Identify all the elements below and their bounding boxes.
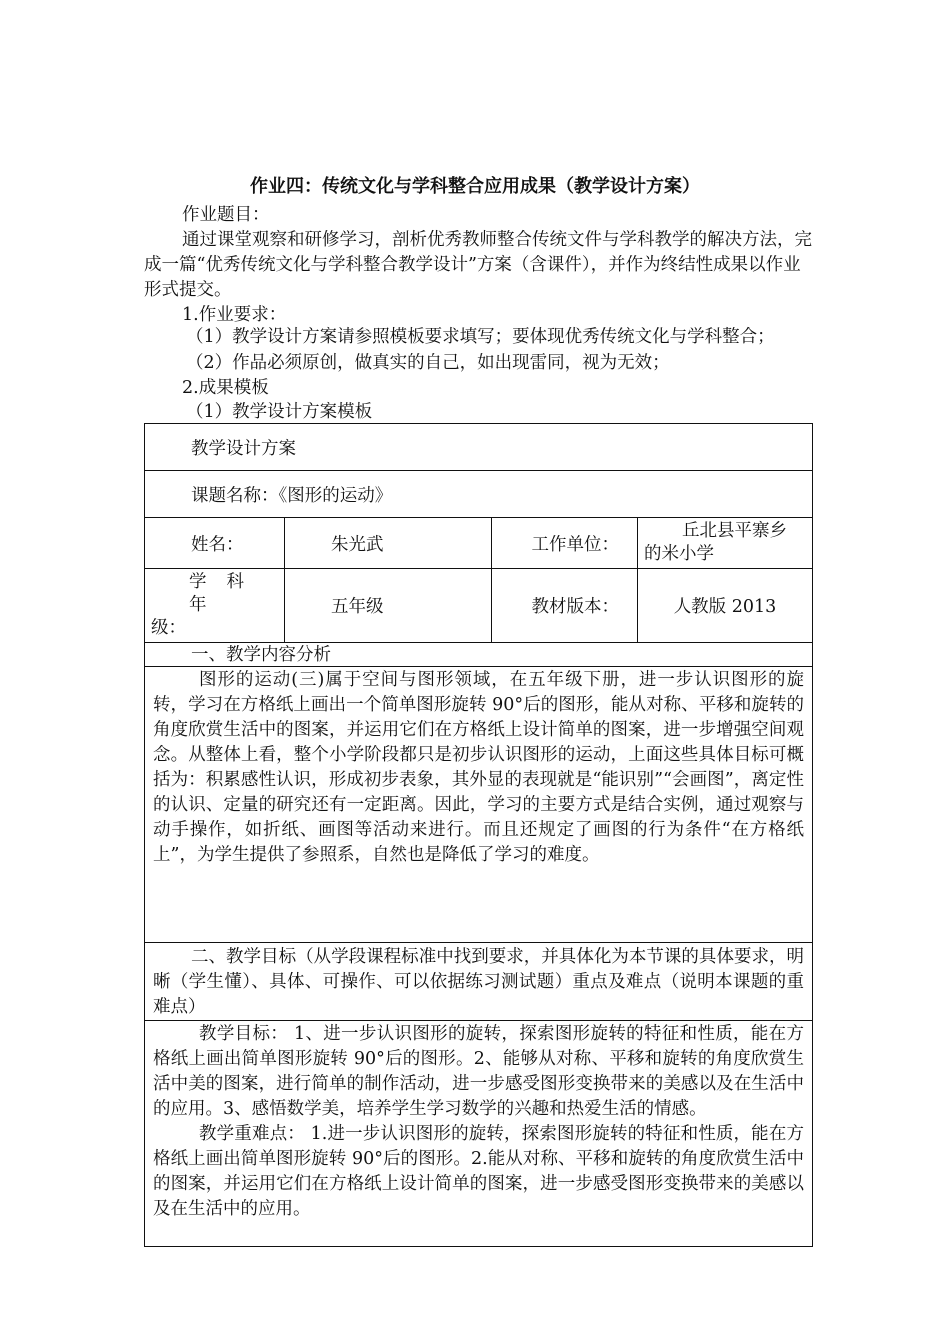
requirements-label: 1.作业要求： [182, 305, 287, 325]
section-teaching-goals-title: 二、教学目标（从学段课程标准中找到要求，并具体化为本节课的具体要求，明晰（学生懂）、具体、可操作、可以依据练习测试题）重点及难点（说明本课题的重难点） [145, 943, 813, 1021]
plan-header: 教学设计方案 [145, 424, 813, 471]
name-label: 姓名： [145, 518, 285, 569]
lesson-plan-table [144, 423, 813, 1247]
results-label: 2.成果模板 [182, 378, 269, 398]
table-row [145, 667, 813, 943]
results-item-1: （1）教学设计方案模板 [186, 402, 373, 422]
subject-grade-label [145, 569, 285, 643]
requirement-item-1: （1）教学设计方案请参照模板要求填写；要体现优秀传统文化与学科整合； [186, 327, 775, 347]
table-row [145, 518, 813, 569]
textbook-value: 人教版 2013 [638, 569, 813, 643]
section-teaching-goals-body [145, 1021, 813, 1247]
table-row [145, 943, 813, 1021]
work-unit-line-2: 的米小学 [644, 544, 714, 564]
table-row [145, 569, 813, 643]
table-row [145, 1021, 813, 1247]
work-unit-line-1: 丘北县平寨乡 [682, 521, 787, 541]
table-row [145, 424, 813, 471]
subject-grade-label-line-1: 学科年 [189, 572, 264, 615]
content-analysis-text: 图形的运动(三)属于空间与图形领域，在五年级下册，进一步认识图形的旋转，学习在方格纸上画出一个简单图形旋转 90°后的图形，能从对称、平移和旋转的角度欣赏生活中的图案，并运用它们在方格纸上设计简单的图案，进一步增强空间观念。从整体上看，整个小学阶段都只是初步认识图形的运动，上面这些具体目标可概括为：积累感性认识，形成初步表象，其外显的表现就是“能识别”“会画图”，离定性的认识、定量的研究还有一定距离。因此，学习的主要方式是结合实例，通过观察与动手操作，如折纸、画图等活动来进行。而且还规定了画图的行为条件“在方格纸上”，为学生提供了参照系，自然也是降低了学习的难度。 [153, 670, 804, 865]
subject-grade-value: 五年级 [285, 569, 492, 643]
section-content-analysis-title: 一、教学内容分析 [145, 643, 813, 667]
table-row [145, 643, 813, 667]
work-unit-value [638, 518, 813, 569]
assignment-topic-label: 作业题目： [182, 205, 270, 225]
name-value: 朱光武 [285, 518, 492, 569]
teaching-goals-text: 教学目标： 1、进一步认识图形的旋转，探索图形旋转的特征和性质，能在方格纸上画出简单图形旋转 90°后的图形。2、能够从对称、平移和旋转的角度欣赏生活中美的图案，进行简单的制作活动，进一步感受图形变换带来的美感以及在生活中的应用。3、感悟数学美，培养学生学习数学的兴趣和热爱生活的情感。 [153, 1024, 804, 1119]
document-title: 作业四：传统文化与学科整合应用成果（教学设计方案） [250, 176, 700, 197]
assignment-topic-body: 通过课堂观察和研修学习，剖析优秀教师整合传统文件与学科教学的解决方法，完成一篇“优秀传统文化与学科整合教学设计”方案（含课件），并作为终结性成果以作业形式提交。 [144, 230, 812, 300]
subject-grade-label-line-2: 级： [151, 618, 186, 638]
lesson-title: 课题名称：《图形的运动》 [145, 471, 813, 518]
key-points-text: 教学重难点： 1.进一步认识图形的旋转，探索图形旋转的特征和性质，能在方格纸上画出简单图形旋转 90°后的图形。2.能从对称、平移和旋转的角度欣赏生活中的图案，并运用它们在方格纸上设计简单的图案，进一步感受图形变换带来的美感以及在生活中的应用。 [153, 1124, 804, 1219]
table-row [145, 471, 813, 518]
section-content-analysis-body [145, 667, 813, 943]
requirement-item-2: （2）作品必须原创，做真实的自己，如出现雷同，视为无效； [186, 353, 670, 373]
textbook-label: 教材版本： [492, 569, 638, 643]
work-unit-label: 工作单位： [492, 518, 638, 569]
